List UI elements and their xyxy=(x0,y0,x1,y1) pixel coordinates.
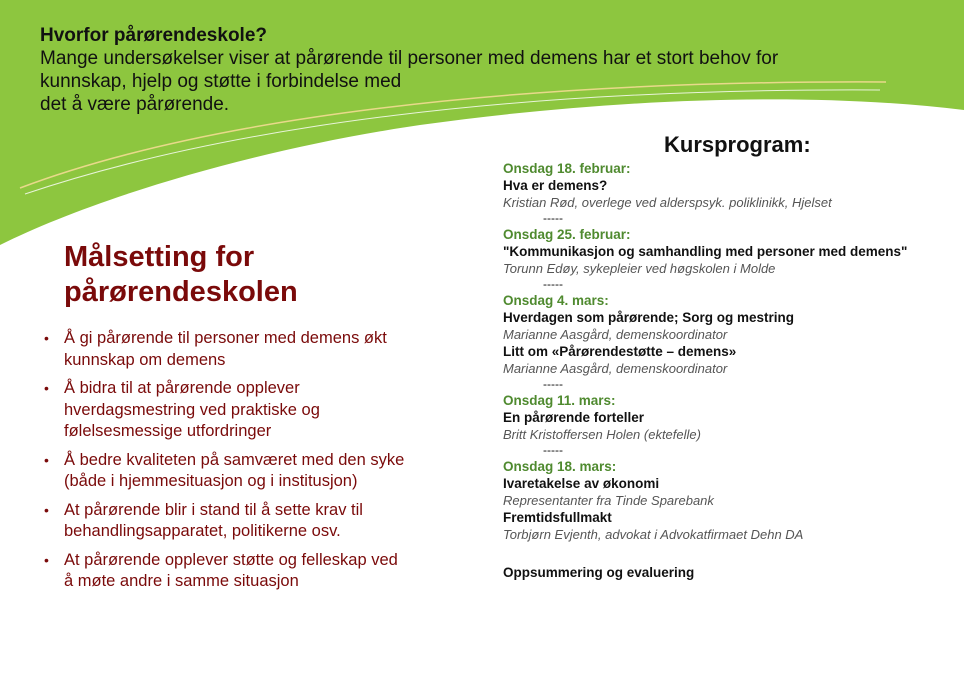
goal-item xyxy=(40,500,410,543)
program-title: Kursprogram: xyxy=(664,132,811,157)
session-topic: En pårørende forteller xyxy=(503,410,645,425)
bullet-icon: • xyxy=(44,501,49,518)
closing-item: Oppsummering og evaluering xyxy=(503,565,695,580)
separator: ----- xyxy=(543,211,563,225)
session xyxy=(503,292,963,392)
goal-text: At pårørende opplever støtte og felleskap ved å møte andre i samme situasjon xyxy=(64,550,398,590)
session-topic: Hva er demens? xyxy=(503,178,608,193)
session-topic: Hverdagen som pårørende; Sorg og mestring xyxy=(503,310,795,325)
intro-header xyxy=(40,24,920,116)
intro-text xyxy=(40,47,920,116)
bullet-icon: • xyxy=(44,451,49,468)
goal-text: Å bedre kvaliteten på samværet med den syke (både i hjemmesituasjon og i institusjon) xyxy=(64,450,405,490)
session-date: Onsdag 4. mars: xyxy=(503,293,609,308)
session xyxy=(503,160,963,226)
session-speaker: Britt Kristoffersen Holen (ektefelle) xyxy=(503,427,701,442)
goals-title-line: pårørendeskolen xyxy=(64,276,298,308)
session-topic: Litt om «Pårørendestøtte – demens» xyxy=(503,344,737,359)
goal-item xyxy=(40,328,410,371)
session-speaker: Representanter fra Tinde Sparebank xyxy=(503,493,714,508)
goals-title-line: Målsetting for xyxy=(64,241,255,273)
session-topic: Ivaretakelse av økonomi xyxy=(503,476,660,491)
goal-text: Å bidra til at pårørende opplever hverdagsmestring ved praktiske og følelsesmessige utfordringer xyxy=(64,379,320,440)
goals-list xyxy=(40,328,410,600)
session-speaker: Torbjørn Evjenth, advokat i Advokatfirmaet Dehn DA xyxy=(503,527,804,542)
session xyxy=(503,392,963,458)
session-topic: Fremtidsfullmakt xyxy=(503,510,612,525)
goal-item xyxy=(40,550,410,593)
goal-item xyxy=(40,450,410,493)
intro-line: det å være pårørende. xyxy=(40,94,230,115)
intro-line: Mange undersøkelser viser at pårørende til personer med demens har et stort behov for xyxy=(40,48,779,69)
goal-item xyxy=(40,378,410,443)
session-date: Onsdag 11. mars: xyxy=(503,393,616,408)
goal-text: Å gi pårørende til personer med demens økt kunnskap om demens xyxy=(64,329,387,369)
session-speaker: Kristian Rød, overlege ved alderspsyk. poliklinikk, Hjelset xyxy=(503,195,832,210)
goal-text: At pårørende blir i stand til å sette krav til behandlingsapparatet, politikerne osv. xyxy=(64,500,363,540)
bullet-icon: • xyxy=(44,380,49,396)
session-speaker: Torunn Edøy, sykepleier ved høgskolen i Molde xyxy=(503,261,776,276)
session-date: Onsdag 18. februar: xyxy=(503,161,631,176)
intro-line: kunnskap, hjelp og støtte i forbindelse med xyxy=(40,71,402,92)
bullet-icon: • xyxy=(44,551,49,568)
session-speaker: Marianne Aasgård, demenskoordinator xyxy=(503,327,728,342)
session-topic: "Kommunikasjon og samhandling med personer med demens" xyxy=(503,244,908,259)
session-date: Onsdag 18. mars: xyxy=(503,459,617,474)
session-date: Onsdag 25. februar: xyxy=(503,227,631,242)
bullet-icon: • xyxy=(44,330,49,346)
course-program xyxy=(503,160,963,581)
separator: ----- xyxy=(543,377,563,391)
intro-title: Hvorfor pårørendeskole? xyxy=(40,25,267,46)
session-speaker: Marianne Aasgård, demenskoordinator xyxy=(503,361,728,376)
goals-title xyxy=(64,240,424,310)
separator: ----- xyxy=(543,277,563,291)
session xyxy=(503,458,963,543)
session xyxy=(503,226,963,292)
separator: ----- xyxy=(543,443,563,457)
